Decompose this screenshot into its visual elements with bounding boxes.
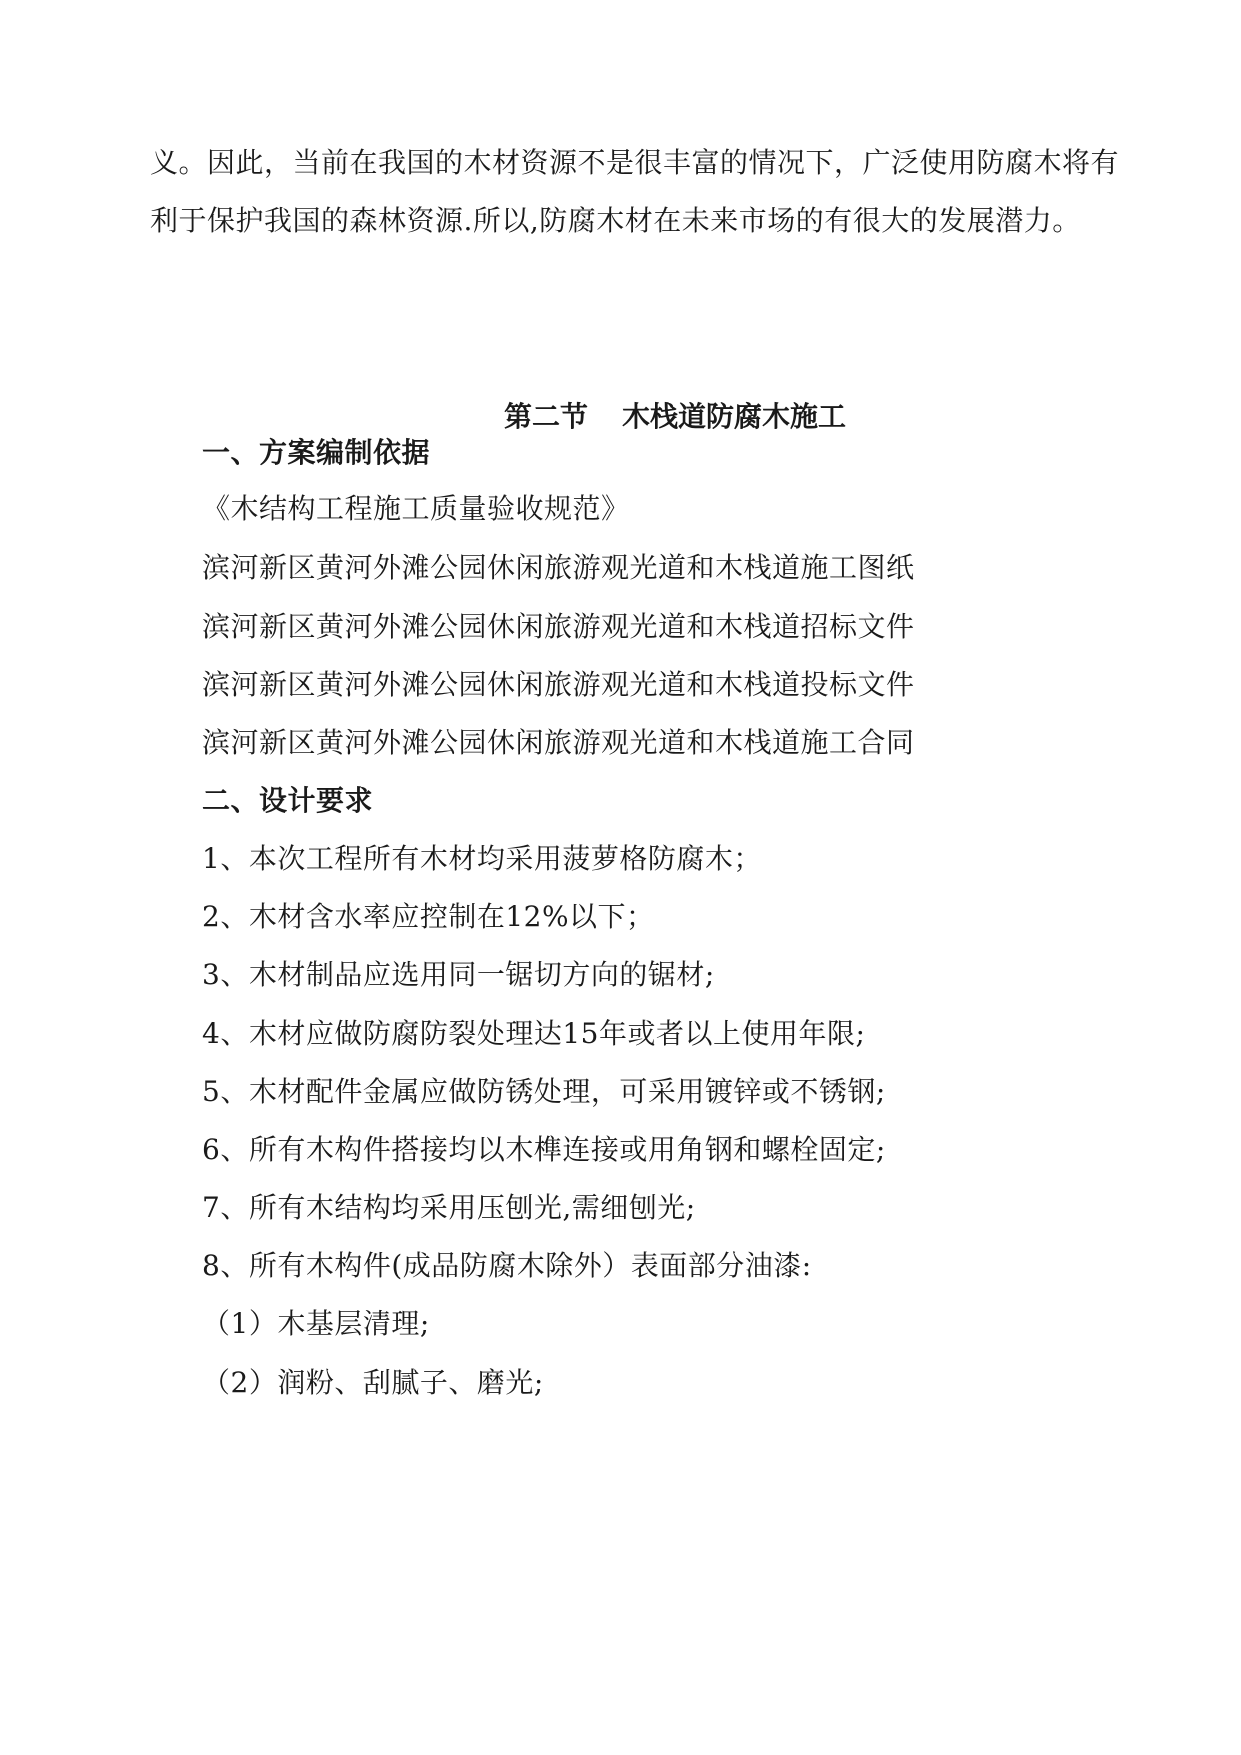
requirement-subitem: （1）木基层清理; [202, 1307, 430, 1340]
section-title [0, 400, 1241, 434]
intro-line-1: 义。因此，当前在我国的木材资源不是很丰富的情况下，广泛使用防腐木将有 [150, 146, 1120, 179]
requirement-item: 6、所有木构件搭接均以木榫连接或用角钢和螺栓固定; [202, 1133, 886, 1166]
reference-item: 《木结构工程施工质量验收规范》 [202, 492, 630, 525]
requirement-subitem: （2）润粉、刮腻子、磨光; [202, 1366, 544, 1399]
reference-item: 滨河新区黄河外滩公园休闲旅游观光道和木栈道施工合同 [202, 726, 915, 759]
section-name: 木栈道防腐木施工 [622, 400, 847, 433]
requirement-item: 2、木材含水率应控制在12%以下； [202, 900, 655, 933]
requirement-item: 3、木材制品应选用同一锯切方向的锯材; [202, 958, 715, 991]
requirement-item: 5、木材配件金属应做防锈处理，可采用镀锌或不锈钢; [202, 1075, 886, 1108]
section-number: 第二节 [503, 400, 588, 433]
requirement-item: 8、所有木构件(成品防腐木除外）表面部分油漆: [202, 1249, 812, 1282]
reference-item: 滨河新区黄河外滩公园休闲旅游观光道和木栈道招标文件 [202, 610, 915, 643]
requirement-item: 4、木材应做防腐防裂处理达15年或者以上使用年限; [202, 1017, 866, 1050]
part2-heading: 二、设计要求 [202, 784, 374, 817]
requirement-item: 7、所有木结构均采用压刨光,需细刨光; [202, 1191, 696, 1224]
reference-item: 滨河新区黄河外滩公园休闲旅游观光道和木栈道施工图纸 [202, 551, 915, 584]
part1-heading: 一、方案编制依据 [202, 436, 431, 469]
reference-item: 滨河新区黄河外滩公园休闲旅游观光道和木栈道投标文件 [202, 668, 915, 701]
intro-line-2: 利于保护我国的森林资源.所以,防腐木材在未来市场的有很大的发展潜力。 [150, 204, 1081, 237]
requirement-item: 1、本次工程所有木材均采用菠萝格防腐木； [202, 842, 762, 875]
